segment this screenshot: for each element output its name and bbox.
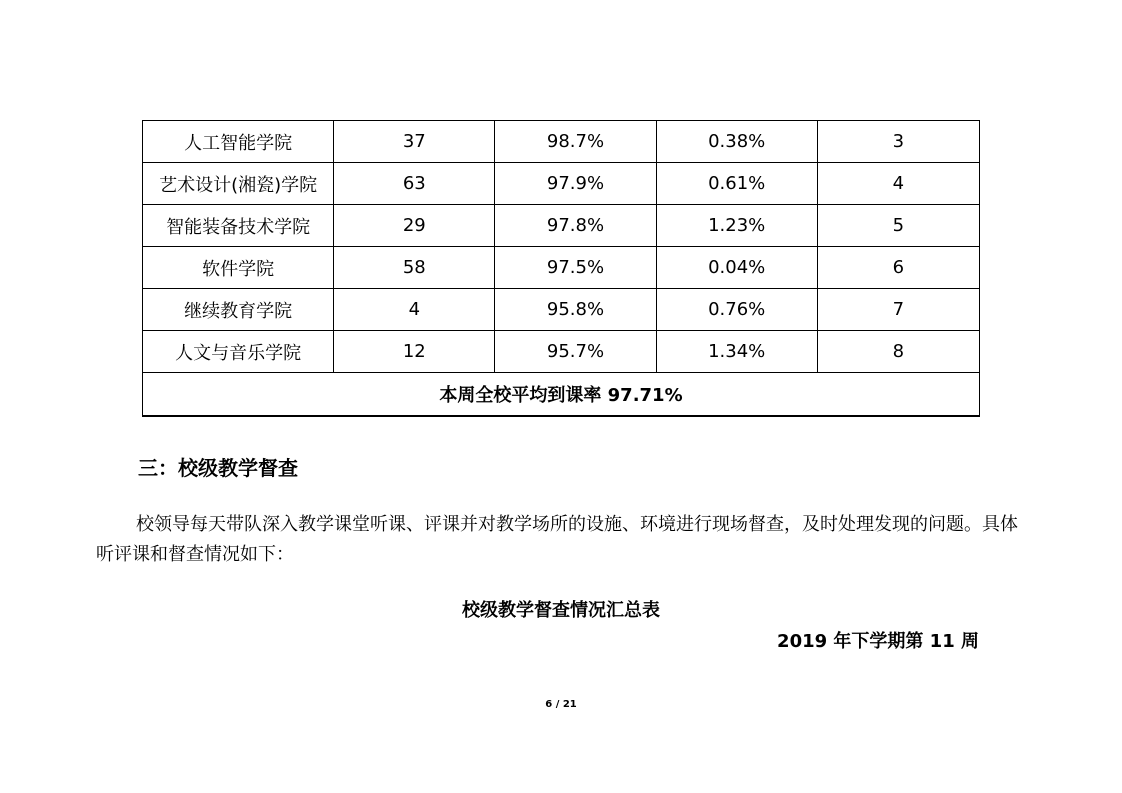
attendance-rate-cell: 97.5% <box>495 247 656 289</box>
college-name-cell: 艺术设计(湘瓷)学院 <box>143 163 334 205</box>
late-rate-cell: 0.61% <box>656 163 817 205</box>
attendance-rate-cell: 97.8% <box>495 205 656 247</box>
late-rate-cell: 1.23% <box>656 205 817 247</box>
late-rate-cell: 0.76% <box>656 289 817 331</box>
late-rate-cell: 0.38% <box>656 121 817 163</box>
rank-cell: 8 <box>817 331 979 373</box>
rank-cell: 7 <box>817 289 979 331</box>
college-name-cell: 继续教育学院 <box>143 289 334 331</box>
late-rate-cell: 1.34% <box>656 331 817 373</box>
college-name-cell: 软件学院 <box>143 247 334 289</box>
section-paragraph: 校领导每天带队深入教学课堂听课、评课并对教学场所的设施、环境进行现场督查，及时处理发现的问题。具体听评课和督查情况如下： <box>96 514 1018 565</box>
table-row <box>143 247 980 289</box>
table-row <box>143 331 980 373</box>
college-name-cell: 智能装备技术学院 <box>143 205 334 247</box>
table-row <box>143 289 980 331</box>
attendance-table <box>142 120 980 417</box>
page-number: 6 / 21 <box>545 699 577 710</box>
attendance-rate-cell: 95.7% <box>495 331 656 373</box>
term-week-label: 2019 年下学期第 11 周 <box>777 631 979 652</box>
count-cell: 37 <box>334 121 495 163</box>
count-cell: 4 <box>334 289 495 331</box>
summary-row <box>143 373 980 417</box>
count-cell: 29 <box>334 205 495 247</box>
college-name-cell: 人文与音乐学院 <box>143 331 334 373</box>
rank-cell: 3 <box>817 121 979 163</box>
late-rate-cell: 0.04% <box>656 247 817 289</box>
rank-cell: 5 <box>817 205 979 247</box>
count-cell: 12 <box>334 331 495 373</box>
table-row <box>143 121 980 163</box>
count-cell: 58 <box>334 247 495 289</box>
college-name-cell: 人工智能学院 <box>143 121 334 163</box>
table-row <box>143 163 980 205</box>
table-row <box>143 205 980 247</box>
attendance-rate-cell: 97.9% <box>495 163 656 205</box>
summary-table-title: 校级教学督查情况汇总表 <box>462 600 660 621</box>
count-cell: 63 <box>334 163 495 205</box>
section-heading: 三：校级教学督查 <box>138 456 298 480</box>
rank-cell: 6 <box>817 247 979 289</box>
attendance-rate-cell: 98.7% <box>495 121 656 163</box>
rank-cell: 4 <box>817 163 979 205</box>
average-attendance-summary: 本周全校平均到课率 97.71% <box>143 373 980 417</box>
attendance-rate-cell: 95.8% <box>495 289 656 331</box>
